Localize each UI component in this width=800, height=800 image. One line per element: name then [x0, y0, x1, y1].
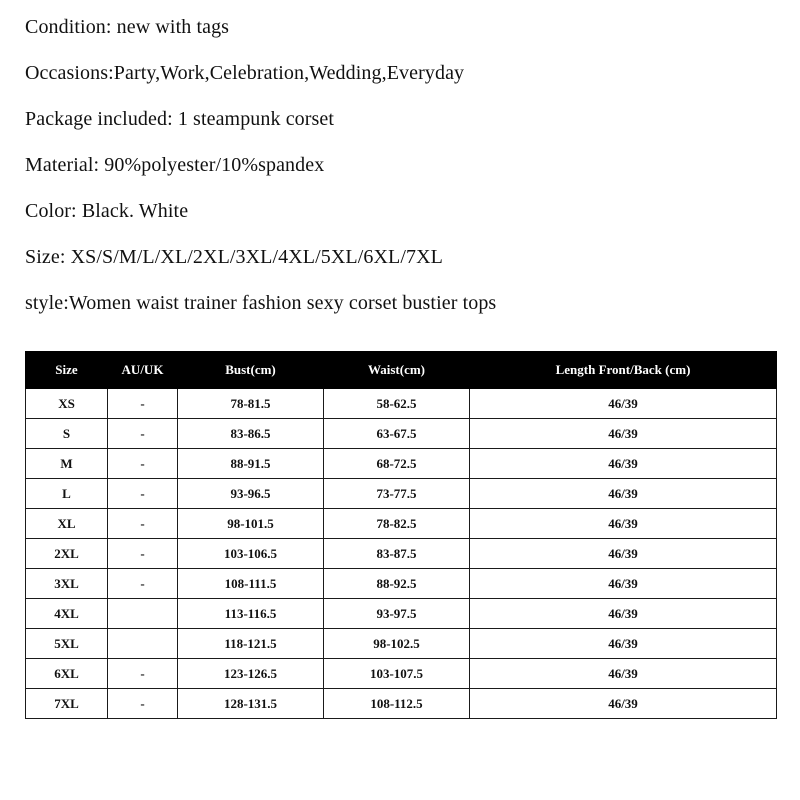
cell-au-uk — [108, 599, 178, 629]
cell-waist: 103-107.5 — [324, 659, 470, 689]
cell-au-uk: - — [108, 509, 178, 539]
cell-length: 46/39 — [470, 569, 777, 599]
spec-package: Package included: 1 steampunk corset — [25, 108, 335, 130]
cell-size: M — [26, 449, 108, 479]
table-header-row — [26, 352, 777, 389]
table-row — [26, 449, 777, 479]
cell-bust: 83-86.5 — [178, 419, 324, 449]
cell-waist: 83-87.5 — [324, 539, 470, 569]
table-row — [26, 419, 777, 449]
cell-waist: 63-67.5 — [324, 419, 470, 449]
cell-size: 4XL — [26, 599, 108, 629]
cell-waist: 108-112.5 — [324, 689, 470, 719]
table-row — [26, 479, 777, 509]
table-row — [26, 659, 777, 689]
cell-waist: 93-97.5 — [324, 599, 470, 629]
cell-bust: 93-96.5 — [178, 479, 324, 509]
cell-size: 2XL — [26, 539, 108, 569]
table-row — [26, 389, 777, 419]
cell-waist: 98-102.5 — [324, 629, 470, 659]
size-chart-table — [25, 351, 777, 719]
header-size: Size — [26, 352, 108, 389]
cell-bust: 123-126.5 — [178, 659, 324, 689]
cell-bust: 78-81.5 — [178, 389, 324, 419]
spec-occasions: Occasions:Party,Work,Celebration,Wedding,Everyday — [25, 62, 465, 84]
spec-size: Size: XS/S/M/L/XL/2XL/3XL/4XL/5XL/6XL/7XL — [25, 246, 443, 268]
cell-length: 46/39 — [470, 479, 777, 509]
header-au-uk: AU/UK — [108, 352, 178, 389]
table-row — [26, 569, 777, 599]
cell-au-uk: - — [108, 479, 178, 509]
cell-au-uk — [108, 629, 178, 659]
header-bust: Bust(cm) — [178, 352, 324, 389]
cell-size: L — [26, 479, 108, 509]
cell-length: 46/39 — [470, 629, 777, 659]
cell-au-uk: - — [108, 689, 178, 719]
table-row — [26, 509, 777, 539]
cell-bust: 98-101.5 — [178, 509, 324, 539]
cell-au-uk: - — [108, 419, 178, 449]
cell-length: 46/39 — [470, 449, 777, 479]
cell-size: 3XL — [26, 569, 108, 599]
cell-length: 46/39 — [470, 389, 777, 419]
cell-size: 7XL — [26, 689, 108, 719]
spec-style: style:Women waist trainer fashion sexy corset bustier tops — [25, 292, 497, 314]
table-row — [26, 689, 777, 719]
cell-size: S — [26, 419, 108, 449]
header-waist: Waist(cm) — [324, 352, 470, 389]
cell-waist: 58-62.5 — [324, 389, 470, 419]
spec-condition: Condition: new with tags — [25, 16, 230, 38]
cell-bust: 118-121.5 — [178, 629, 324, 659]
cell-bust: 128-131.5 — [178, 689, 324, 719]
cell-waist: 73-77.5 — [324, 479, 470, 509]
cell-au-uk: - — [108, 449, 178, 479]
cell-length: 46/39 — [470, 599, 777, 629]
cell-bust: 103-106.5 — [178, 539, 324, 569]
cell-au-uk: - — [108, 659, 178, 689]
cell-length: 46/39 — [470, 509, 777, 539]
cell-waist: 78-82.5 — [324, 509, 470, 539]
table-body — [26, 389, 777, 719]
cell-size: XL — [26, 509, 108, 539]
cell-au-uk: - — [108, 539, 178, 569]
cell-bust: 113-116.5 — [178, 599, 324, 629]
table-row — [26, 599, 777, 629]
cell-length: 46/39 — [470, 419, 777, 449]
header-length: Length Front/Back (cm) — [470, 352, 777, 389]
table-row — [26, 629, 777, 659]
cell-au-uk: - — [108, 389, 178, 419]
product-specs — [25, 10, 496, 332]
cell-length: 46/39 — [470, 539, 777, 569]
table-row — [26, 539, 777, 569]
cell-bust: 88-91.5 — [178, 449, 324, 479]
cell-waist: 68-72.5 — [324, 449, 470, 479]
spec-material: Material: 90%polyester/10%spandex — [25, 154, 325, 176]
cell-length: 46/39 — [470, 659, 777, 689]
cell-size: XS — [26, 389, 108, 419]
cell-length: 46/39 — [470, 689, 777, 719]
cell-size: 6XL — [26, 659, 108, 689]
cell-size: 5XL — [26, 629, 108, 659]
cell-bust: 108-111.5 — [178, 569, 324, 599]
cell-au-uk: - — [108, 569, 178, 599]
spec-color: Color: Black. White — [25, 200, 189, 222]
cell-waist: 88-92.5 — [324, 569, 470, 599]
